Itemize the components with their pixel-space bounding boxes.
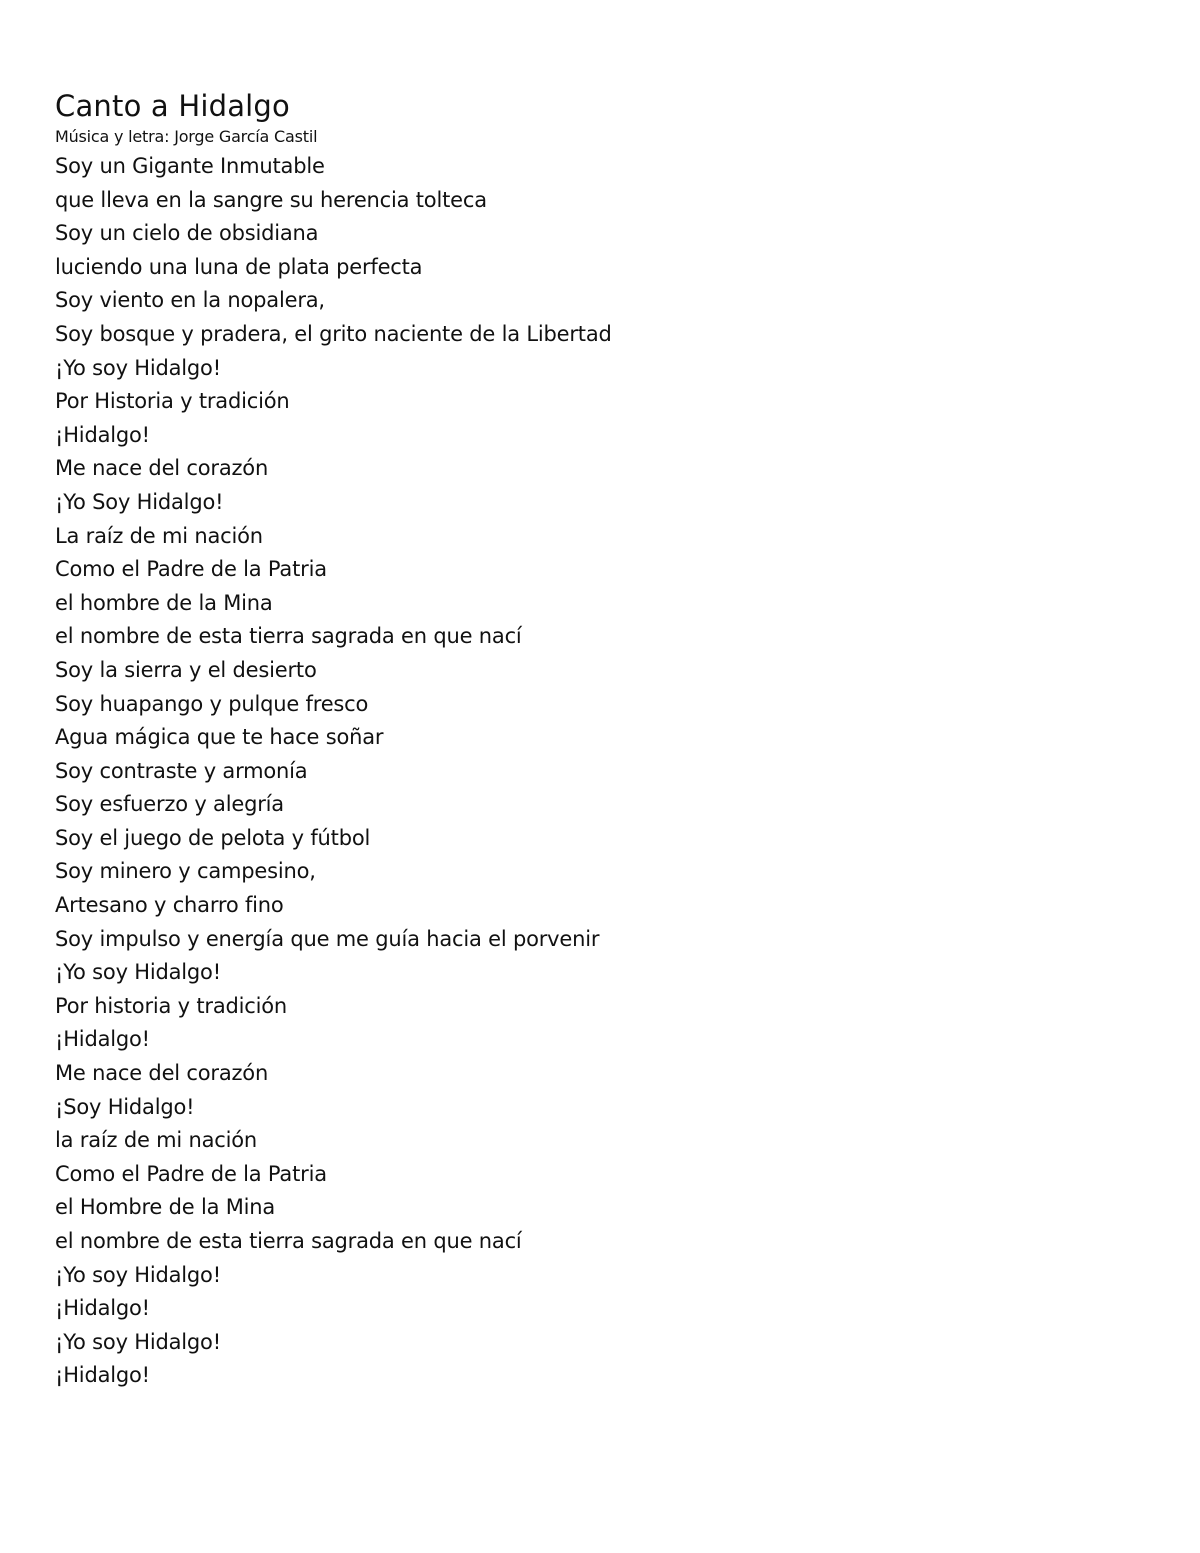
lyric-line: Soy minero y campesino, [55,859,316,884]
lyric-line: Soy un Gigante Inmutable [55,154,325,178]
lyric-line: Soy la sierra y el desierto [55,657,317,682]
lyric-line: Soy viento en la nopalera, [55,288,325,313]
document-title: Canto a Hidalgo [55,89,290,123]
lyric-line: luciendo una luna de plata perfecta [55,254,423,279]
lyric-line: Soy contraste y armonía [55,758,308,783]
lyric-line: Como el Padre de la Patria [55,1161,327,1186]
lyric-line: Soy impulso y energía que me guía hacia el porvenir [55,926,600,951]
lyric-line: ¡Yo soy Hidalgo! [55,355,221,380]
lyric-line: ¡Soy Hidalgo! [55,1094,195,1119]
lyric-line: Como el Padre de la Patria [55,557,327,582]
lyric-line: Soy huapango y pulque fresco [55,691,369,716]
lyric-line: ¡Hidalgo! [55,1296,150,1321]
lyric-line: ¡Yo soy Hidalgo! [55,1262,221,1287]
lyric-line: que lleva en la sangre su herencia tolteca [55,187,487,212]
lyric-line: Soy un cielo de obsidiana [55,221,319,246]
lyric-line: el Hombre de la Mina [55,1195,276,1220]
lyric-line: ¡Hidalgo! [55,422,150,447]
lyric-line: La raíz de mi nación [55,523,263,548]
lyric-line: el nombre de esta tierra sagrada en que nací [55,624,522,649]
document-subtitle: Música y letra: Jorge García Castil [55,127,318,146]
lyric-line: el hombre de la Mina [55,590,273,615]
lyric-line: Agua mágica que te hace soñar [55,725,384,750]
lyric-line: Soy bosque y pradera, el grito naciente de la Libertad [55,321,612,346]
lyric-line: ¡Yo soy Hidalgo! [55,960,221,985]
lyric-line: Me nace del corazón [55,1061,269,1086]
lyric-line: ¡Hidalgo! [55,1027,150,1052]
lyric-line: la raíz de mi nación [55,1128,258,1153]
lyric-line: el nombre de esta tierra sagrada en que nací [55,1229,522,1253]
lyrics-list [55,150,1160,1393]
lyric-line: ¡Yo Soy Hidalgo! [55,489,224,514]
lyric-line: Me nace del corazón [55,456,269,481]
lyric-line: Por Historia y tradición [55,389,290,414]
lyric-line: Por historia y tradición [55,993,287,1018]
lyric-line: Soy esfuerzo y alegría [55,792,284,817]
lyric-line: ¡Yo soy Hidalgo! [55,1329,221,1354]
document-page [55,86,1160,1393]
lyric-line: ¡Hidalgo! [55,1363,150,1388]
lyric-line: Artesano y charro fino [55,893,284,918]
lyric-line: Soy el juego de pelota y fútbol [55,825,371,850]
